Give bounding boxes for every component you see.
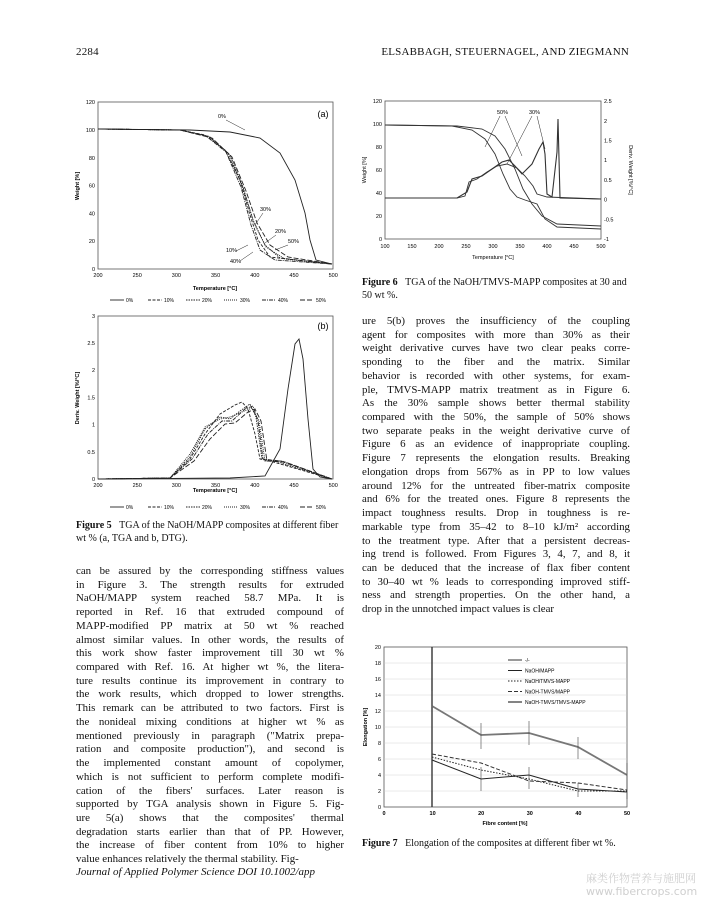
x-tick-label: 400: [542, 244, 552, 250]
x-tick-label: 200: [93, 273, 103, 279]
left-column-line: which is not sufficient to perform complete modifi-: [76, 770, 344, 783]
x-tick-label: 20: [478, 811, 485, 817]
journal-footer: Journal of Applied Polymer Science DOI 10.1002/app: [76, 866, 315, 878]
dtg-curve-20pct: [98, 404, 332, 479]
y-tick-label: 100: [85, 128, 95, 134]
right-column-line: markable type from 35–42 to 8–10 kJ/m² according: [362, 520, 630, 533]
left-column-line: this work show faster improvement till 30 wt %: [76, 647, 344, 660]
y-right-tick-label: -1: [604, 237, 609, 243]
right-column-line: compared with the 50%, the sample of 50% shows: [362, 411, 630, 424]
y-tick-label: 12: [374, 709, 381, 715]
dtg-curve-30pct: [385, 164, 601, 199]
legend-label: NaOH/MAPP: [525, 668, 555, 675]
figure-5b-ylabel: Deriv. Weight [%/°C]: [75, 371, 81, 425]
figure-6: [357, 94, 637, 266]
left-column-line: value enhances relatively the thermal stability. Fig-: [76, 853, 299, 866]
watermark: 麻类作物营养与施肥网 www.fibercrops.com: [586, 872, 698, 898]
left-column-line: ration and composite production"), and second is: [76, 743, 344, 756]
right-column-line: weight derivative curves have two clear peaks corre-: [362, 342, 630, 355]
figure-5a-ylabel: Weight [%]: [75, 171, 81, 201]
x-tick-label: 450: [289, 483, 299, 489]
figure-7-caption: Figure 7 Elongation of the composites at different fiber wt %.: [362, 838, 616, 849]
y-tick-label: 0.5: [87, 449, 95, 456]
figure-6-xlabel: Temperature [°C]: [472, 255, 514, 261]
legend-label: 50%: [316, 505, 327, 511]
y-tick-label: 0: [377, 805, 381, 811]
figure-5a: [70, 95, 345, 310]
right-column-line: and 6% for the treated ones. Figure 8 represents the: [362, 493, 630, 506]
figure-5a-legend: [110, 298, 327, 304]
y-tick-label: 1.5: [87, 395, 95, 402]
legend-label: 30%: [240, 298, 251, 304]
legend-label: 10%: [164, 505, 175, 511]
legend-label: 50%: [316, 298, 327, 304]
left-column-line: the implemented constant amount of copolymer,: [76, 757, 344, 770]
left-column-line: This remark can be attributed to two factors. First is: [76, 702, 344, 715]
y-right-tick-label: 2: [604, 118, 608, 125]
figure-7-ylabel: Elongation [%]: [363, 707, 369, 747]
left-column-line: mentioned previously in paragraph ("Matrix prepa-: [76, 729, 344, 742]
x-tick-label: 500: [328, 483, 338, 489]
x-tick-label: 500: [596, 244, 606, 250]
x-tick-label: 300: [488, 244, 498, 250]
right-column-line: can be deduced that the increase of flax fiber content: [362, 561, 630, 574]
legend-label: NaOH-TMVS/TMVS-MAPP: [525, 700, 586, 706]
x-tick-label: 250: [132, 483, 142, 489]
left-column-line: MAPP-modified PP matrix at 50 wt % reached: [76, 619, 344, 632]
svg-text:50%: 50%: [288, 239, 300, 245]
x-tick-label: 400: [250, 273, 260, 279]
right-column-line: elongation drops from 567% as in PP to low values: [362, 465, 630, 478]
svg-text:30%: 30%: [260, 207, 272, 213]
y-tick-label: 2: [91, 368, 95, 375]
right-column-line: to 30–40 wt % leads to corresponding improved stiff-: [362, 575, 630, 588]
y-tick-label: 0: [378, 237, 382, 243]
figure-7-legend: [508, 658, 586, 706]
tga-curve-50pct: [385, 125, 601, 229]
x-tick-label: 200: [93, 483, 103, 489]
x-tick-label: 50: [623, 811, 631, 817]
figure-5a-xlabel: Temperature [°C]: [192, 286, 238, 292]
dtg-curve-10pct: [98, 402, 332, 479]
right-column-line: two separate peaks in the weight derivative curve of: [362, 424, 630, 437]
y-tick-label: 20: [375, 214, 382, 220]
svg-text:50%: 50%: [497, 110, 509, 116]
figure-5-caption: Figure 5 TGA of the NaOH/MAPP composites at different fiber wt % (a, TGA and b, DTG).: [76, 520, 339, 544]
svg-text:20%: 20%: [275, 229, 287, 235]
figure-6-caption: Figure 6 TGA of the NaOH/TMVS-MAPP composites at 30 and 50 wt %.: [362, 277, 627, 301]
left-column-line: NaOH/MAPP system reached 58.7 MPa. It is: [76, 592, 344, 605]
x-tick-label: 250: [132, 273, 142, 279]
figure-7-xlabel: Fibre content [%]: [482, 821, 528, 827]
right-column-line: ing trend is followed. From Figures 3, 4, 7, and 8, it: [362, 548, 630, 561]
left-column-line: almost similar values. In other words, the results of: [76, 633, 344, 646]
x-tick-label: 450: [569, 244, 579, 250]
right-column-line: As the 30% sample shows better thermal stability: [362, 397, 630, 410]
y-tick-label: 2.5: [87, 341, 95, 347]
left-column-line: ure 5(a) shows that the composites' thermal: [76, 811, 344, 824]
y-tick-label: 60: [375, 168, 382, 174]
right-column-line: ure 5(b) proves the insufficiency of the coupling: [362, 315, 630, 327]
y-tick-label: 18: [374, 661, 381, 667]
figure-6-frame: [385, 101, 601, 239]
x-tick-label: 350: [211, 483, 221, 489]
right-column-line: impact toughness results. Drop in toughness is re-: [362, 507, 630, 520]
svg-text:40%: 40%: [230, 259, 242, 265]
right-column-line: drop in the unnotched impact values is clear: [362, 603, 555, 616]
right-column-line: agent for composites with more than 30% as their: [362, 328, 630, 341]
legend-label: NaOH/TMVS-MAPP: [525, 679, 571, 685]
x-tick-label: 300: [171, 483, 181, 489]
y-right-tick-label: 1: [604, 158, 608, 165]
left-column-line: reported in Ref. 16 that extruded compound of: [76, 606, 344, 619]
y-tick-label: 6: [377, 757, 381, 763]
right-column-line: behavior is recorded with other systems, for exam-: [362, 369, 630, 382]
left-column-line: can be assured by the corresponding stiffness values: [76, 565, 344, 577]
y-tick-label: 60: [88, 183, 95, 190]
figure-5b-legend: [110, 505, 327, 511]
figure-5b-xlabel: Temperature [°C]: [192, 488, 238, 494]
left-column-line: degradation starts earlier than that of PP. However,: [76, 825, 344, 838]
left-column-line: compared with Ref. 16. At higher wt %, the litera-: [76, 661, 344, 674]
figure-5a-annotations: [218, 114, 299, 265]
x-tick-label: 0: [382, 811, 386, 817]
y-tick-label: 1: [91, 422, 95, 429]
y-right-tick-label: 2.5: [604, 99, 612, 106]
figure-5a-panel-label: (a): [317, 109, 329, 119]
y-tick-label: 14: [374, 693, 381, 699]
right-column-line: ple, TMVS-MAPP matrix treatment as in Figure 6.: [362, 383, 630, 396]
tga-curve-30pct: [385, 125, 601, 226]
svg-text:30%: 30%: [529, 110, 541, 116]
left-column-text: [76, 565, 344, 867]
figure-5b-panel-label: (b): [317, 321, 329, 331]
legend-label: 20%: [202, 298, 213, 304]
y-tick-label: 80: [88, 155, 95, 162]
x-tick-label: 300: [171, 273, 181, 279]
figure-7: [358, 641, 636, 829]
x-tick-label: 100: [380, 244, 390, 250]
x-tick-label: 350: [211, 273, 221, 279]
y-tick-label: 3: [91, 313, 95, 320]
y-tick-label: 10: [374, 725, 381, 731]
figure-5b-curves: [98, 339, 332, 479]
left-column-line: the work results, which dropped to lower strengths.: [76, 688, 344, 701]
legend-label: 40%: [278, 505, 289, 511]
right-column-text: [362, 315, 630, 617]
y-tick-label: 120: [372, 99, 382, 105]
x-tick-label: 200: [434, 244, 444, 250]
x-tick-label: 400: [250, 483, 260, 489]
y-tick-label: 8: [377, 741, 381, 747]
y-tick-label: 20: [88, 239, 95, 246]
right-column-line: Figure 6 as an evidence of inappropriate coupling.: [362, 438, 630, 451]
right-column-line: ness and strength properties. On the other hand, a: [362, 589, 630, 602]
left-column-line: the nonideal mixing conditions at higher wt % as: [76, 715, 344, 728]
y-right-tick-label: 0.5: [604, 177, 612, 184]
legend-label: -/-: [525, 658, 530, 664]
right-column-line: around 12% for the untreated fiber-matrix composite: [362, 479, 630, 492]
x-tick-label: 350: [515, 244, 525, 250]
y-tick-label: 4: [377, 773, 381, 779]
figure-6-ylabel-right: Deriv. Weight [%/°C]: [627, 145, 633, 195]
left-column-line: ture results continue its improvement in contrary to: [76, 674, 344, 687]
right-column-line: to the treatment type. After that a persistent decreas-: [362, 534, 630, 547]
legend-label: 0%: [126, 298, 134, 304]
elongation-series-naoh-tmvs-slash-mapp: [432, 754, 627, 790]
y-tick-label: 100: [372, 122, 382, 128]
x-tick-label: 250: [461, 244, 471, 250]
y-tick-label: 40: [375, 191, 382, 197]
legend-label: 20%: [202, 505, 213, 511]
svg-text:0%: 0%: [218, 114, 226, 120]
legend-label: 30%: [240, 505, 251, 511]
y-tick-label: 80: [375, 145, 382, 151]
legend-label: 10%: [164, 298, 175, 304]
y-tick-label: 20: [374, 645, 381, 651]
x-tick-label: 30: [526, 811, 533, 817]
y-tick-label: 0: [91, 477, 95, 483]
y-tick-label: 16: [374, 677, 381, 683]
right-column-line: Figure 7 represents the elongation results. Breaking: [362, 452, 630, 465]
x-tick-label: 450: [289, 273, 299, 279]
page-number: 2284: [76, 46, 99, 58]
legend-label: 40%: [278, 298, 289, 304]
x-tick-label: 10: [429, 811, 436, 817]
svg-text:10%: 10%: [226, 248, 238, 254]
figure-5b: [70, 309, 345, 519]
left-column-line: supported by TGA analysis shown in Figure 5. Fig-: [76, 798, 344, 811]
y-tick-label: 40: [88, 211, 95, 218]
y-tick-label: 2: [377, 789, 381, 795]
left-column-line: in Figure 3. The strength results for extruded: [76, 578, 344, 591]
y-right-tick-label: -0.5: [604, 217, 614, 224]
left-column-line: cation of the fibers' surfaces. Later reason is: [76, 784, 344, 797]
dtg-curve-0pct: [98, 339, 332, 479]
x-tick-label: 500: [328, 273, 338, 279]
x-tick-label: 40: [575, 811, 582, 817]
left-column-line: the increase of fiber content from 10% to higher: [76, 839, 344, 852]
legend-label: NaOH-TMVS/MAPP: [525, 689, 571, 696]
right-column-line: sponding to the fiber and the matrix. Similar: [362, 356, 630, 369]
y-right-tick-label: 1.5: [604, 138, 612, 145]
y-right-tick-label: 0: [604, 197, 608, 204]
dtg-curve-50pct: [98, 409, 332, 479]
y-tick-label: 0: [91, 267, 95, 273]
y-tick-label: 120: [85, 100, 95, 107]
x-tick-label: 150: [407, 244, 417, 250]
figure-6-curves: [385, 119, 601, 229]
running-header: ELSABBAGH, STEUERNAGEL, AND ZIEGMANN: [381, 46, 629, 58]
figure-6-ylabel-left: Weight [%]: [362, 156, 368, 184]
legend-label: 0%: [126, 505, 134, 511]
figure-7-error-bars: [432, 691, 627, 799]
